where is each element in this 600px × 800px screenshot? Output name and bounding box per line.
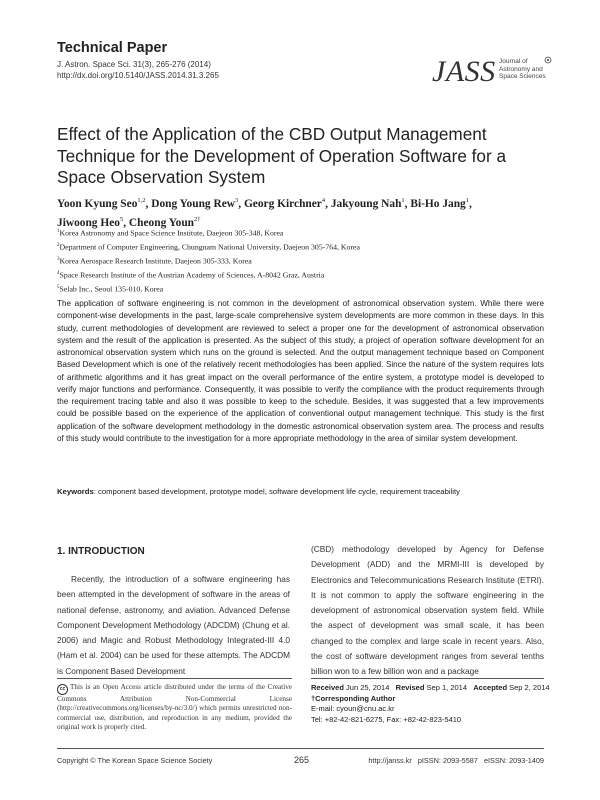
article-history: [311, 683, 551, 725]
intro-paragraph-right: (CBD) methodology developed by Agency for Defense Development (ADD) and the MRMI-III is developed by Electronics and Telecommunications Research Institute (ETRI). It is not common to apply the software engineering in the development of astronomical observation system field. While the aspect of development was small scale, it has been changed to the complex and large scale in recent years. Also, the cost of software development ranges from several tenths billion won to a few billion won and a package: [311, 544, 544, 677]
creative-commons-icon: cc: [57, 684, 68, 695]
corresponding-phone: Tel: +82-42-821-6275, Fax: +82-42-823-5410: [311, 714, 462, 724]
history-divider: [311, 678, 544, 679]
author: Dong Young Rew$^3$,: [151, 197, 244, 210]
affiliation: $^2$Department of Computer Engineering, Chungnam National University, Daejeon 305-764, Korea: [57, 242, 360, 252]
affiliation: $^5$Selab Inc., Seoul 135-010, Korea: [57, 284, 164, 294]
journal-logo-word: JASS: [432, 55, 496, 88]
license-text: This is an Open Access article distributed under the terms of the Creative Commons Attribution Non-Commercial License (http://creativecommons.org/licenses/by-nc/3.0/) which permits unrestricted non-commercial use, distribution, and reproduction in any medium, provided the original work is properly cited.: [57, 683, 292, 732]
author: Yoon Kyung Seo$^{1,2}$,: [57, 197, 152, 210]
author: Jiwoong Heo$^5$,: [57, 215, 129, 229]
history-dates: Received Jun 25, 2014 Revised Sep 1, 2014 Accepted Sep 2, 2014: [311, 683, 550, 692]
affiliation-list: [57, 226, 557, 296]
issn-info: http://janss.kr pISSN: 2093-5587 eISSN: 2093-1409: [368, 756, 544, 765]
journal-logo-subtitle-line: Journal of: [499, 58, 528, 65]
article-header: [57, 40, 357, 81]
keywords-label: Keywords: [57, 487, 94, 496]
author: Jakyoung Nah$^1$,: [330, 197, 411, 210]
affiliation: $^1$Korea Astronomy and Space Science Institute, Daejeon 305-348, Korea: [57, 228, 284, 238]
affiliation: $^3$Korea Aerospace Research Institute, Daejeon 305-333, Korea: [57, 256, 252, 266]
corresponding-author-label: †Corresponding Author: [311, 693, 396, 703]
journal-logo-subtitle-line: Astronomy and: [499, 65, 543, 73]
author: Georg Kirchner$^4$,: [243, 197, 331, 210]
license-notice: [57, 683, 292, 733]
page-number: 265: [294, 755, 310, 765]
keywords: [57, 487, 547, 496]
copyright: Copyright © The Korean Space Science Society: [57, 756, 213, 765]
intro-paragraph-left: Recently, the introduction of a software engineering has been attempted in the development of software in the areas of national defense, astronomy, and aviation. Advanced Defense Component Development Methodology (ADCDM) (Chung et al. 2006) and Magic and Robust Methodology Integrated-III 4.0 (Ham et al. 2004) can be used for these attempts. The ADCDM is Component Based Development: [57, 574, 290, 676]
article-title: Effect of the Application of the CBD Output Management Technique for the Development of Operation Software for a Space Observation System: [57, 124, 507, 187]
star-swirl-icon: [544, 54, 552, 78]
author: Cheong Youn$^{2\dagger}$: [128, 215, 201, 229]
affiliation: $^4$Space Research Institute of the Austrian Academy of Sciences, A-8042 Graz, Austria: [57, 270, 325, 280]
citation: J. Astron. Space Sci. 31(3), 265-276 (2014): [57, 60, 211, 69]
doi-link[interactable]: http://dx.doi.org/10.5140/JASS.2014.31.3.265: [57, 71, 219, 80]
abstract: The application of software engineering is not common in the development of astronomical observation system. While there were component-wise developments in the past, large-scale comprehensive system developments are more common in these days. In this study, current methodologies of development are reviewed to select a proper one for the development of astronomical observation system and the result of the application is presented. As the subject of this study, a project of operation software development for an astronomical observation system which runs on the ground is selected. And the output management technique based on Component Based Development which is one of the relatively recent methodologies has been applied. Since the nature of the system requires lots of arithmetic algorithms and it has great impact on the overall performance of the entire system, a prototype model is developed to verify major functions and performance. Consequently, it was possible to verify the compliance with the product requirements through the requirement tracing table and also it was possible to keep to the schedule. Besides, it was suggested that a few improvements could be possible based on the experience of the application of conventional output management technique. This study is the first application of the software development methodology in the domestic astronomical observation system area. The process and results of this study would contribute to the investigation for a more appropriate methodology in the area of similar system development.: [57, 299, 544, 443]
author-list: [57, 193, 557, 231]
journal-logo-subtitle-line: Space Sciences: [499, 73, 546, 80]
license-divider: [57, 678, 292, 679]
keywords-text: : component based development, prototype model, software development life cycle, requirement traceability: [93, 487, 460, 496]
author: Bi-Ho Jang$^1$,: [410, 197, 472, 210]
section-heading-introduction: 1. INTRODUCTION: [57, 546, 145, 557]
corresponding-email[interactable]: E-mail: cyoun@cnu.ac.kr: [311, 704, 395, 713]
page-footer: [57, 756, 544, 768]
footer-divider: [57, 748, 544, 749]
journal-logo: [432, 52, 552, 100]
paper-type: Technical Paper: [57, 40, 168, 56]
